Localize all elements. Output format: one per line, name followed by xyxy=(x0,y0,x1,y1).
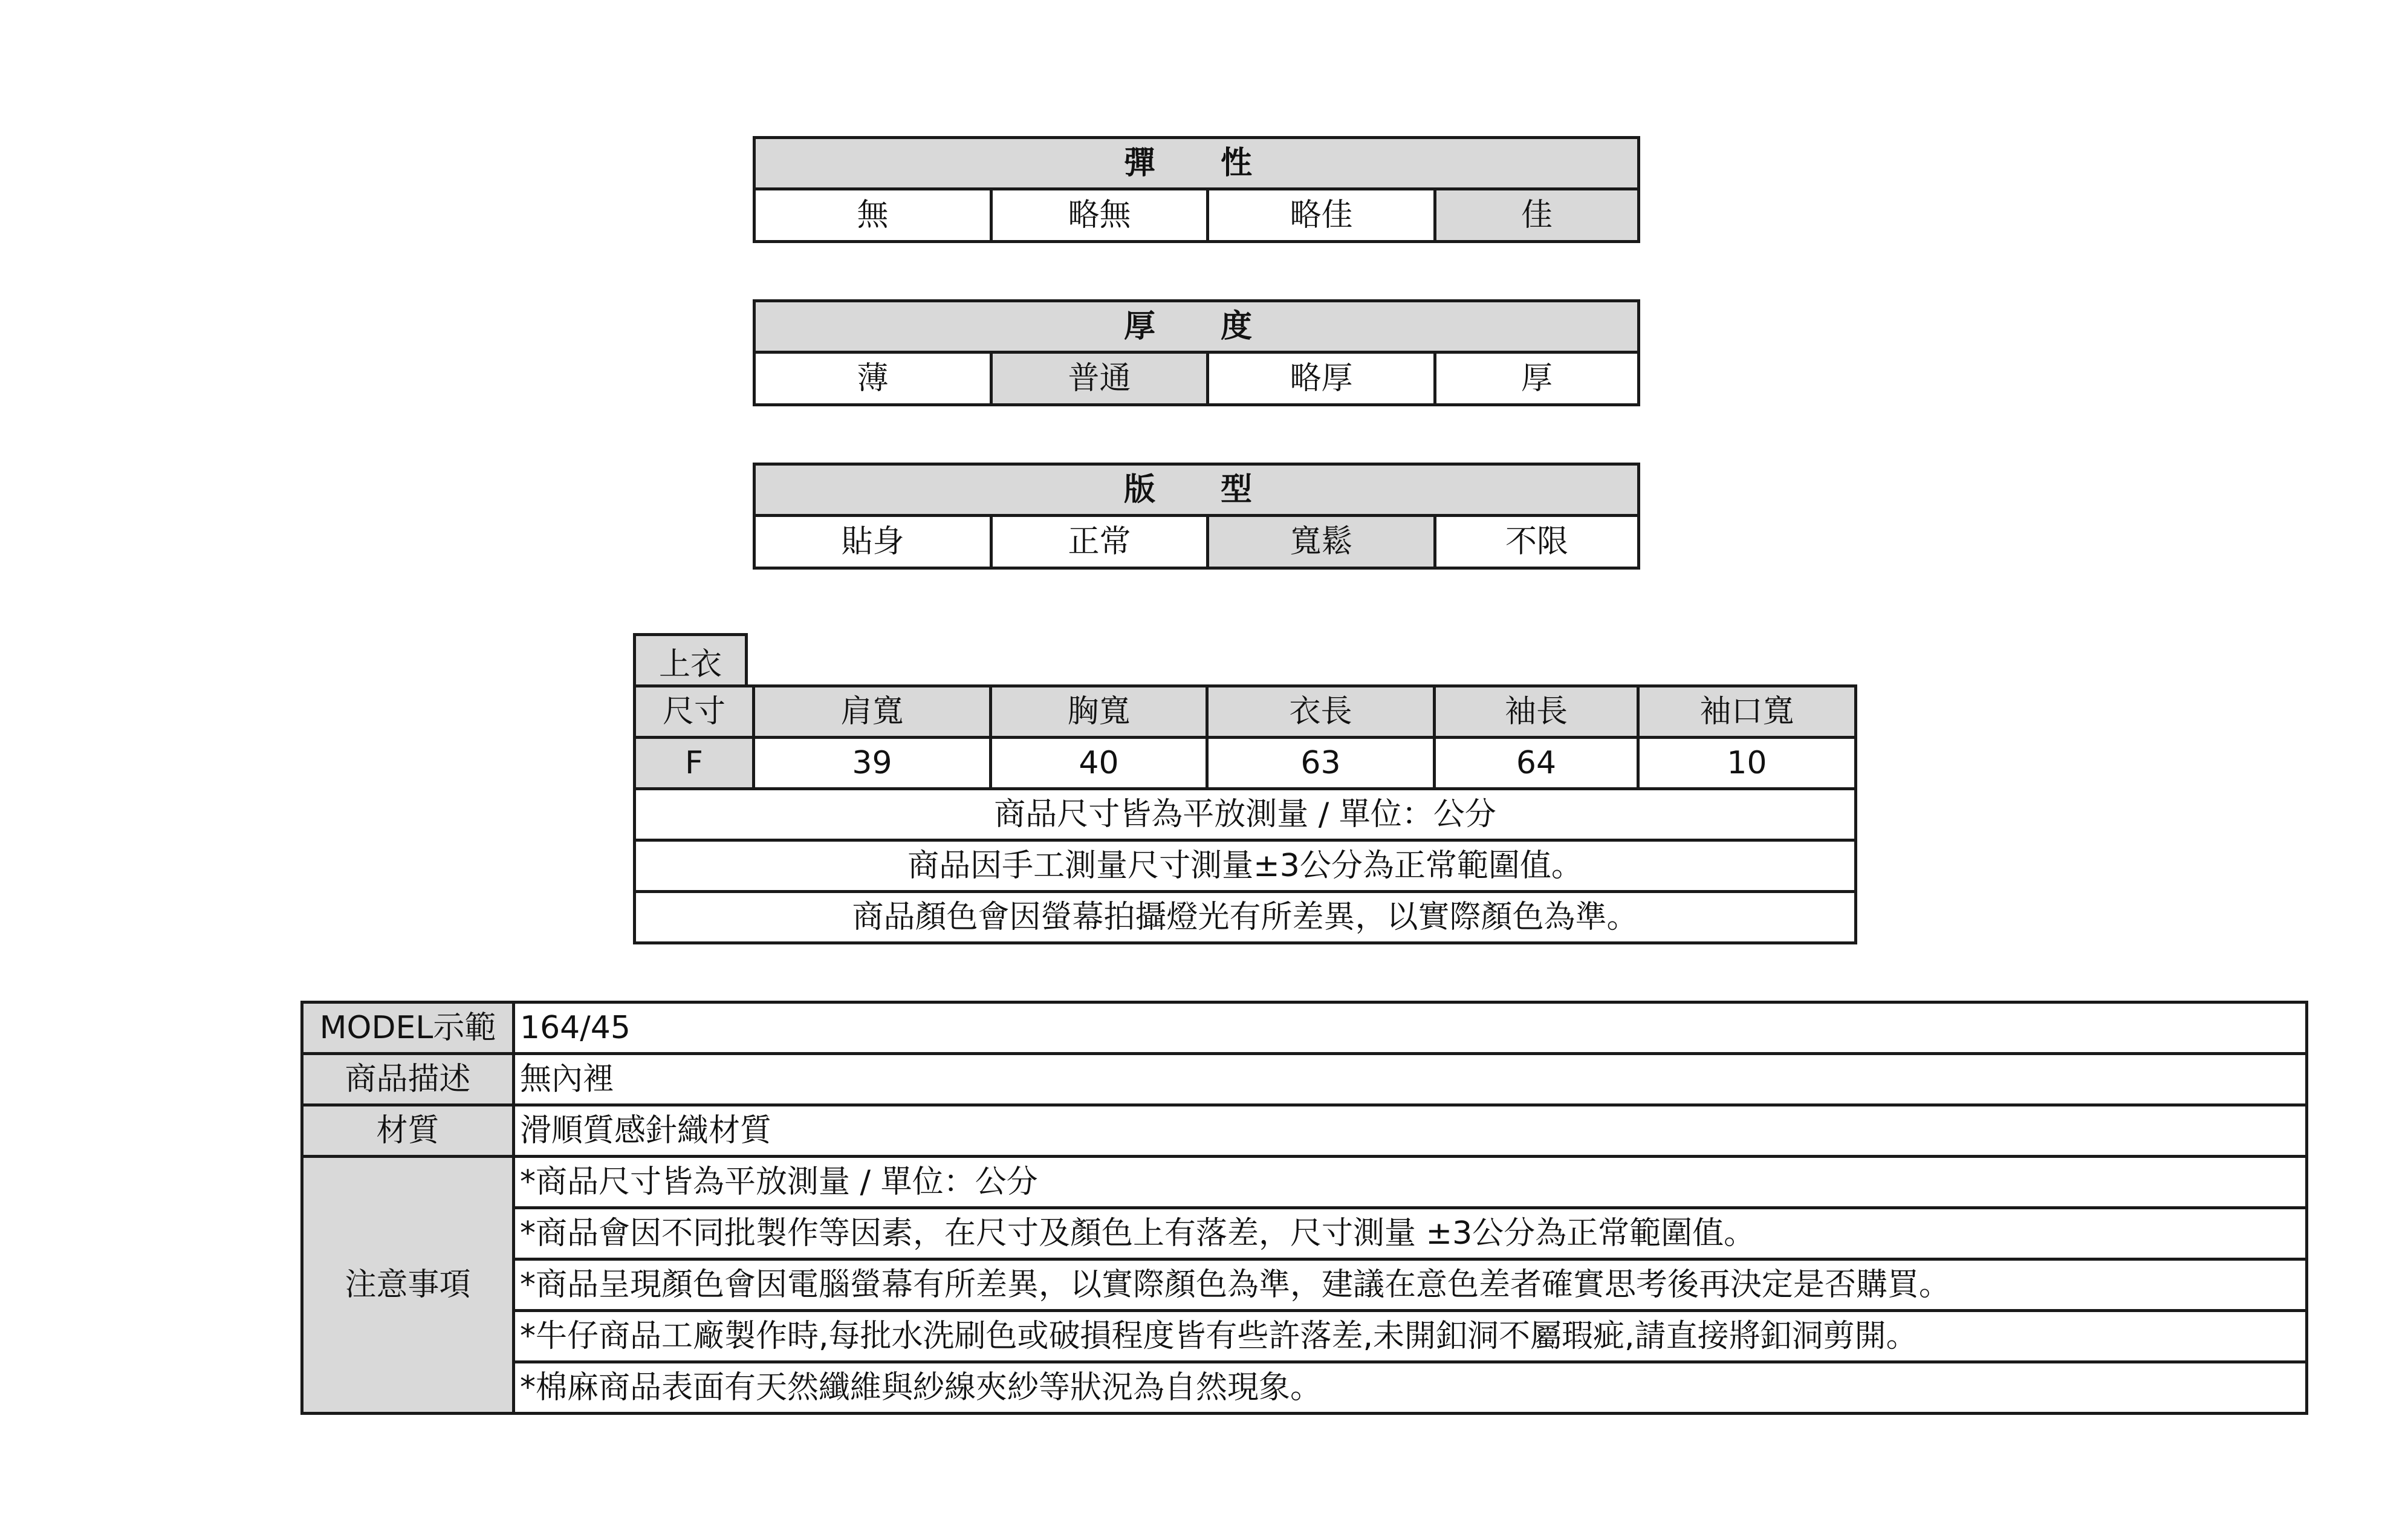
note-item: *棉麻商品表面有天然纖維與紗線夾紗等狀況為自然現象。 xyxy=(514,1362,2307,1414)
size-cell: 40 xyxy=(991,738,1207,789)
size-cell: 10 xyxy=(1638,738,1856,789)
size-note: 商品尺寸皆為平放測量 / 單位：公分 xyxy=(635,789,1856,840)
thickness-option: 薄 xyxy=(755,353,991,405)
note-item: *商品會因不同批製作等因素，在尺寸及顏色上有落差，尺寸測量 ±3公分為正常範圍值。 xyxy=(514,1208,2307,1259)
elasticity-table xyxy=(753,136,1640,243)
size-table xyxy=(633,684,1857,944)
fit-title: 版 型 xyxy=(755,464,1639,516)
size-header-chest: 胸寬 xyxy=(991,686,1207,738)
thickness-option-selected: 普通 xyxy=(991,353,1208,405)
description-label: 商品描述 xyxy=(302,1054,514,1105)
size-cell: 39 xyxy=(754,738,991,789)
size-header-length: 衣長 xyxy=(1207,686,1435,738)
size-cell: 63 xyxy=(1207,738,1435,789)
elasticity-option: 略佳 xyxy=(1208,189,1435,242)
model-value: 164/45 xyxy=(514,1002,2307,1054)
fit-table xyxy=(753,463,1640,570)
description-value: 無內裡 xyxy=(514,1054,2307,1105)
thickness-table xyxy=(753,299,1640,406)
material-value: 滑順質感針織材質 xyxy=(514,1105,2307,1157)
size-table-tab: 上衣 xyxy=(633,633,748,686)
fit-option-selected: 寬鬆 xyxy=(1208,516,1435,568)
fit-option: 貼身 xyxy=(755,516,991,568)
thickness-option: 厚 xyxy=(1435,353,1639,405)
fit-option: 不限 xyxy=(1435,516,1639,568)
thickness-option: 略厚 xyxy=(1208,353,1435,405)
product-info-table xyxy=(300,1001,2308,1415)
elasticity-option: 略無 xyxy=(991,189,1208,242)
size-header-sleeve: 袖長 xyxy=(1435,686,1638,738)
elasticity-option: 無 xyxy=(755,189,991,242)
size-header-cuff: 袖口寬 xyxy=(1638,686,1856,738)
elasticity-option-selected: 佳 xyxy=(1435,189,1639,242)
table-row xyxy=(635,738,1856,789)
size-header-shoulder: 肩寬 xyxy=(754,686,991,738)
size-note: 商品顏色會因螢幕拍攝燈光有所差異，以實際顏色為準。 xyxy=(635,892,1856,943)
size-note: 商品因手工測量尺寸測量±3公分為正常範圍值。 xyxy=(635,840,1856,892)
notes-label: 注意事項 xyxy=(302,1157,514,1414)
size-cell: 64 xyxy=(1435,738,1638,789)
size-header-size: 尺寸 xyxy=(635,686,754,738)
fit-option: 正常 xyxy=(991,516,1208,568)
note-item: *牛仔商品工廠製作時,每批水洗刷色或破損程度皆有些許落差,未開釦洞不屬瑕疵,請直接將釦洞剪開。 xyxy=(514,1311,2307,1362)
material-label: 材質 xyxy=(302,1105,514,1157)
note-item: *商品呈現顏色會因電腦螢幕有所差異，以實際顏色為準，建議在意色差者確實思考後再決定是否購買。 xyxy=(514,1259,2307,1311)
model-label: MODEL示範 xyxy=(302,1002,514,1054)
thickness-title: 厚 度 xyxy=(755,301,1639,353)
note-item: *商品尺寸皆為平放測量 / 單位：公分 xyxy=(514,1157,2307,1208)
size-cell: F xyxy=(635,738,754,789)
elasticity-title: 彈 性 xyxy=(755,138,1639,189)
